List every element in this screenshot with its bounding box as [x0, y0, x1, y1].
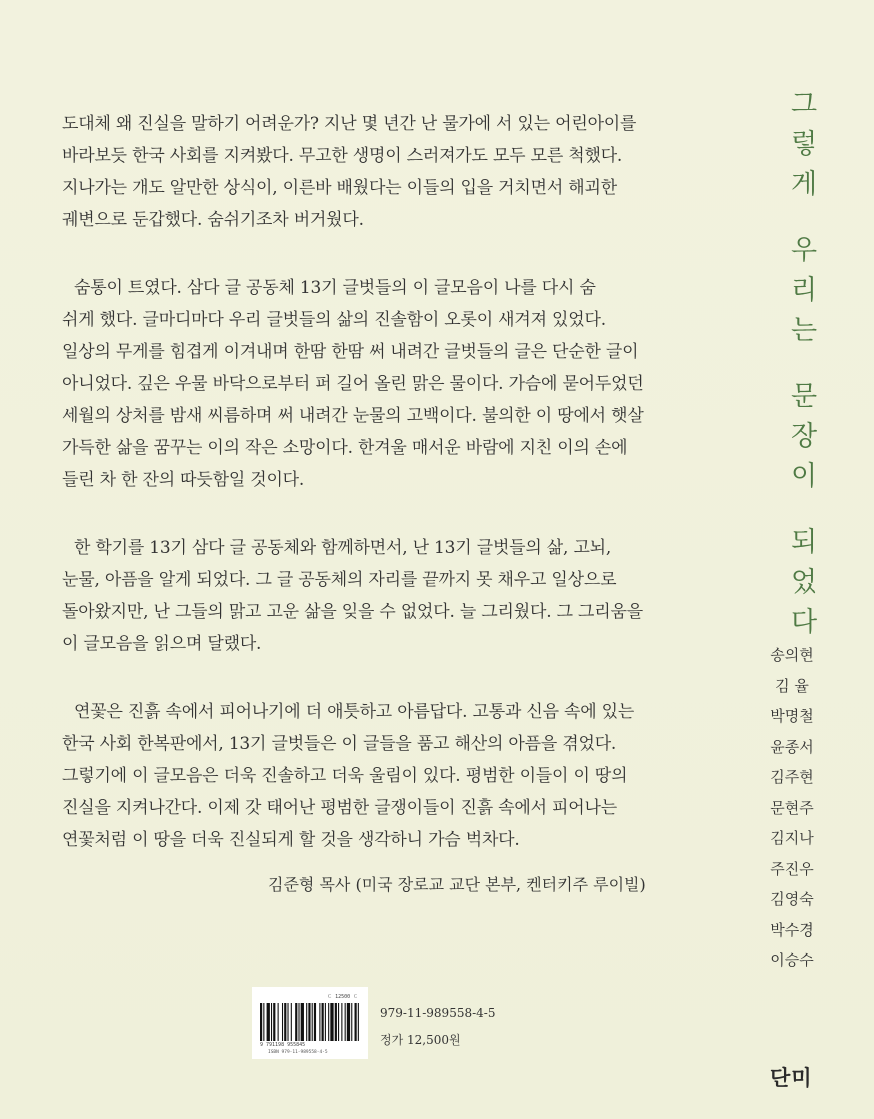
barcode-bar: [282, 1003, 283, 1041]
barcode-bar: [314, 1003, 316, 1041]
barcode-bar: [355, 1003, 357, 1041]
title-character: 리: [790, 275, 818, 306]
author-name: 김 율: [775, 676, 809, 695]
title-character: 그: [790, 89, 818, 120]
barcode-bar: [328, 1003, 329, 1041]
author-name: 박수경: [770, 920, 814, 939]
text-line: 세월의 상처를 밤새 씨름하며 써 내려간 눈물의 고백이다. 불의한 이 땅에서 햇살: [62, 406, 644, 426]
isbn-barcode: [252, 987, 368, 1059]
barcode-isbn-text: ISBN 979-11-989558-4-5: [268, 1050, 328, 1055]
author-name: 김영숙: [770, 890, 814, 908]
title-character: 문: [790, 381, 818, 412]
barcode-bar: [325, 1003, 326, 1041]
blurb-paragraph-2: [62, 272, 714, 496]
barcode-bar: [308, 1003, 310, 1041]
author-list: [762, 640, 822, 976]
author-name: 김주현: [770, 768, 814, 786]
publisher-logo: 단미: [770, 1066, 813, 1090]
title-character: 는: [790, 315, 818, 346]
barcode-bar: [267, 1003, 270, 1041]
text-line: 지나가는 개도 알만한 상식이, 이른바 배웠다는 이들의 입을 거치면서 해괴한: [62, 178, 617, 198]
author-name: 문현주: [770, 798, 814, 817]
title-character: 었: [790, 567, 818, 598]
barcode-bar: [298, 1003, 299, 1041]
barcode-bar: [271, 1003, 272, 1041]
barcode-bar: [345, 1003, 346, 1041]
isbn-number: 979-11-989558-4-5: [380, 1006, 496, 1020]
barcode-bar: [330, 1003, 333, 1041]
text-line: 연꽃은 진흙 속에서 피어나기에 더 애틋하고 아름답다. 고통과 신음 속에 있는: [74, 702, 635, 722]
title-character: 되: [790, 527, 818, 558]
barcode-price-code: ㄷ 12500 ㄷ: [327, 994, 358, 1000]
barcode-bar: [351, 1003, 352, 1041]
text-line: 한 학기를 13기 삼다 글 공동체와 함께하면서, 난 13기 글벗들의 삶, 고뇌,: [74, 538, 612, 558]
blurb-paragraph-3: [62, 532, 714, 660]
author-name: 박명철: [770, 707, 814, 725]
author-name: 주진우: [770, 859, 814, 878]
text-line: 한국 사회 한복판에서, 13기 글벗들은 이 글들을 품고 해산의 아픔을 겪었다.: [62, 734, 617, 754]
title-character: 이: [790, 461, 818, 492]
text-line: 진실을 지켜나간다. 이제 갓 태어난 평범한 글쟁이들이 진흙 속에서 피어나는: [62, 798, 617, 818]
title-character: 우: [790, 235, 818, 266]
blurb-paragraph-1: [62, 108, 714, 236]
barcode-bar: [341, 1003, 342, 1041]
barcode-bar: [306, 1003, 307, 1041]
barcode-bar: [291, 1003, 292, 1041]
title-character: 장: [790, 421, 818, 452]
text-line: 바라보듯 한국 사회를 지켜봤다. 무고한 생명이 스러져가도 모두 모른 척했다.: [62, 146, 623, 166]
barcode-bar: [260, 1003, 262, 1041]
author-name: 송의현: [770, 646, 814, 664]
title-character: 렇: [790, 129, 818, 160]
barcode-bar: [273, 1003, 275, 1041]
barcode-bar: [312, 1003, 313, 1041]
barcode-digits: 9 791198 955845: [260, 1042, 306, 1048]
barcode-bar: [278, 1003, 279, 1041]
author-name: 윤종서: [770, 737, 814, 756]
title-character: 다: [790, 607, 818, 638]
barcode-bar: [284, 1003, 286, 1041]
text-line: 궤변으로 둔갑했다. 숨쉬기조차 버거웠다.: [62, 210, 364, 230]
text-line: 쉬게 했다. 글마디마다 우리 글벗들의 삶의 진솔함이 오롯이 새겨져 있었다.: [62, 310, 606, 330]
author-name: 이승수: [770, 951, 814, 969]
text-line: 이 글모음을 읽으며 달랬다.: [62, 634, 262, 654]
text-line: 아니었다. 깊은 우물 바닥으로부터 퍼 길어 올린 맑은 물이다. 가슴에 묻어두었던: [62, 374, 644, 394]
text-line: 연꽃처럼 이 땅을 더욱 진실되게 할 것을 생각하니 가슴 벅차다.: [62, 830, 520, 850]
vertical-book-title: [784, 85, 824, 643]
blurb-paragraph-4: [62, 696, 714, 856]
text-line: 눈물, 아픔을 알게 되었다. 그 글 공동체의 자리를 끝까지 못 채우고 일상으로: [62, 570, 617, 590]
barcode-bar: [322, 1003, 324, 1041]
barcode-bars-icon: [260, 1003, 360, 1041]
barcode-bar: [287, 1003, 288, 1041]
text-line: 일상의 무게를 힘겹게 이겨내며 한땀 한땀 써 내려간 글벗들의 글은 단순한 글이: [62, 342, 639, 362]
book-price: 정가 12,500원: [380, 1033, 461, 1047]
barcode-bar: [358, 1003, 359, 1041]
barcode-bar: [295, 1003, 297, 1041]
endorser-signature: 김준형 목사 (미국 장로교 교단 본부, 켄터키주 루이빌): [268, 875, 646, 894]
barcode-bar: [263, 1003, 264, 1041]
author-name: 김지나: [770, 829, 814, 847]
blurb-text: [62, 108, 714, 892]
barcode-bar: [347, 1003, 350, 1041]
barcode-bar: [319, 1003, 320, 1041]
barcode-bar: [335, 1003, 337, 1041]
title-character: 게: [790, 169, 818, 200]
text-line: 가득한 삶을 꿈꾸는 이의 작은 소망이다. 한겨울 매서운 바람에 지친 이의 손에: [62, 438, 628, 458]
text-line: 그렇기에 이 글모음은 더욱 진솔하고 더욱 울림이 있다. 평범한 이들이 이 땅의: [62, 766, 628, 786]
text-line: 숨통이 트였다. 삼다 글 공동체 13기 글벗들의 이 글모음이 나를 다시 숨: [74, 278, 596, 298]
text-line: 도대체 왜 진실을 말하기 어려운가? 지난 몇 년간 난 물가에 서 있는 어린아이를: [62, 114, 637, 134]
barcode-bar: [301, 1003, 304, 1041]
text-line: 돌아왔지만, 난 그들의 맑고 고운 삶을 잊을 수 없었다. 늘 그리웠다. 그 그리움을: [62, 602, 643, 622]
barcode-bar: [338, 1003, 339, 1041]
text-line: 들린 차 한 잔의 따듯함일 것이다.: [62, 470, 305, 490]
